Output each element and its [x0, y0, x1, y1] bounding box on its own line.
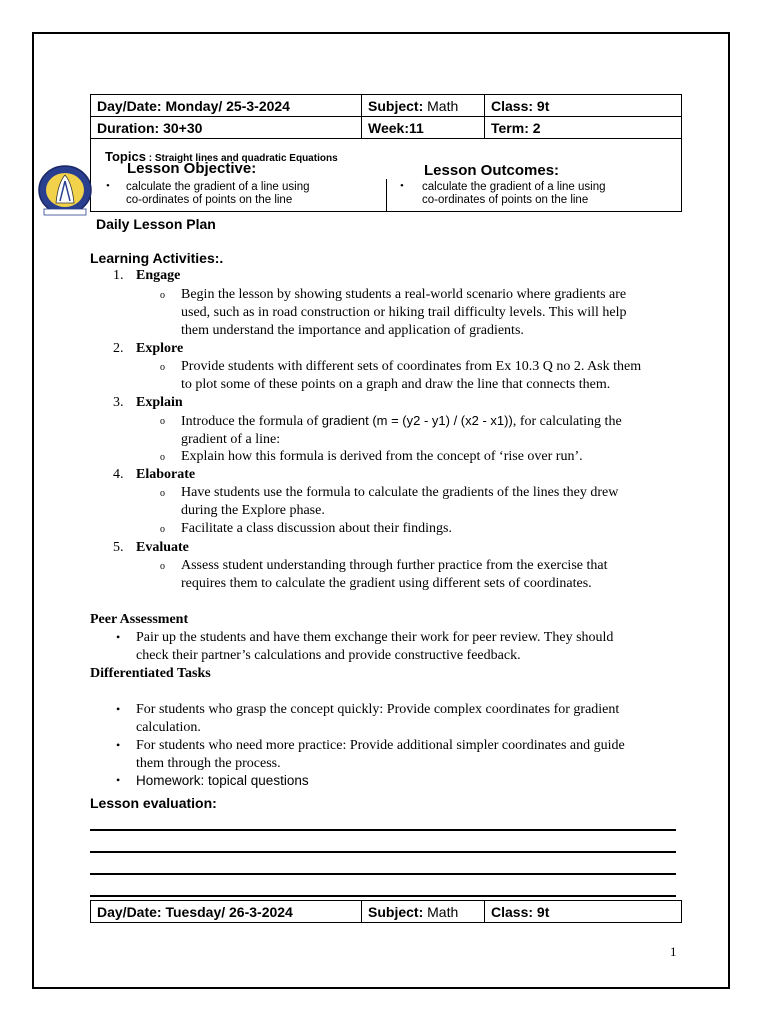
peer-assessment-title: Peer Assessment: [90, 612, 189, 627]
step-number: 4.: [113, 467, 124, 482]
step-title: Explain: [136, 395, 183, 410]
step-text: Provide students with different sets of coordinates from Ex 10.3 Q no 2. Ask them to plot some of these points on a graph and draw the line that connects them.: [181, 359, 642, 392]
step-text: Begin the lesson by showing students a real-world scenario where gradients are used, such as in road construction or hiking trail difficulty levels. This will help them understand the importance and application of gradients.: [181, 287, 627, 338]
class-cell: Class: 9t: [485, 95, 682, 117]
bullet-icon: •: [116, 773, 121, 787]
term-cell: Term: 2: [485, 117, 682, 139]
step-number: 5.: [113, 540, 124, 555]
step-text: Introduce the formula of gradient (m = (y2 - y1) / (x2 - x1)), for calculating the gradient of a line:: [181, 413, 622, 447]
column-divider: [386, 179, 387, 212]
circle-bullet-icon: o: [160, 416, 165, 427]
outcomes-text: calculate the gradient of a line using co-ordinates of points on the line: [422, 181, 606, 206]
date-cell: Day/Date: Monday/ 25-3-2024: [91, 95, 362, 117]
header-table: [90, 94, 682, 139]
subject-cell: Subject: Math: [362, 95, 485, 117]
task-text: For students who grasp the concept quickly: Provide complex coordinates for gradient calculation.: [136, 702, 620, 735]
daily-plan-title: Daily Lesson Plan: [96, 216, 216, 232]
circle-bullet-icon: o: [160, 488, 165, 499]
objective-title: Lesson Objective:: [127, 160, 257, 177]
evaluation-line: [90, 829, 676, 831]
circle-bullet-icon: o: [160, 524, 165, 535]
step-number: 1.: [113, 268, 124, 283]
bullet-icon: •: [116, 702, 121, 716]
task-text: Homework: topical questions: [136, 773, 309, 788]
circle-bullet-icon: o: [160, 561, 165, 572]
evaluation-line: [90, 851, 676, 853]
step-text: Facilitate a class discussion about their findings.: [181, 521, 453, 536]
step-text: Have students use the formula to calculate the gradients of the lines they drew during the Explore phase.: [181, 485, 619, 518]
week-cell: Week:11: [362, 117, 485, 139]
step-title: Evaluate: [136, 540, 189, 555]
step-text: Explain how this formula is derived from the concept of ‘rise over run’.: [181, 449, 583, 464]
topics-line: Topics : Straight lines and quadratic Equations: [105, 149, 338, 164]
objective-text: calculate the gradient of a line using co-ordinates of points on the line: [126, 181, 310, 206]
date-cell: Day/Date: Tuesday/ 26-3-2024: [91, 901, 362, 923]
learning-activities-title: Learning Activities:.: [90, 250, 224, 266]
outcomes-title: Lesson Outcomes:: [424, 162, 560, 179]
bullet-icon: •: [400, 180, 404, 192]
circle-bullet-icon: o: [160, 452, 165, 463]
page-number: 1: [670, 944, 677, 959]
bullet-icon: •: [116, 630, 121, 644]
evaluation-line: [90, 873, 676, 875]
step-text: Assess student understanding through further practice from the exercise that requires them to calculate the gradient using different sets of coordinates.: [181, 558, 608, 591]
step-title: Elaborate: [136, 467, 196, 482]
step-title: Explore: [136, 341, 184, 356]
lesson-evaluation-title: Lesson evaluation:: [90, 795, 217, 811]
differentiated-tasks-title: Differentiated Tasks: [90, 666, 211, 681]
bullet-icon: •: [106, 180, 110, 192]
subject-cell: Subject: Math: [362, 901, 485, 923]
duration-cell: Duration: 30+30: [91, 117, 362, 139]
circle-bullet-icon: o: [160, 290, 165, 301]
school-logo: [36, 163, 94, 221]
evaluation-line: [90, 895, 676, 897]
peer-text: Pair up the students and have them exchange their work for peer review. They should check their partner’s calculations and provide constructive feedback.: [136, 630, 614, 663]
next-day-header-table: [90, 900, 682, 923]
class-cell: Class: 9t: [485, 901, 682, 923]
step-number: 2.: [113, 341, 124, 356]
circle-bullet-icon: o: [160, 362, 165, 373]
task-text: For students who need more practice: Provide additional simpler coordinates and guide them through the process.: [136, 738, 625, 771]
step-title: Engage: [136, 268, 181, 283]
bullet-icon: •: [116, 738, 121, 752]
step-number: 3.: [113, 395, 124, 410]
